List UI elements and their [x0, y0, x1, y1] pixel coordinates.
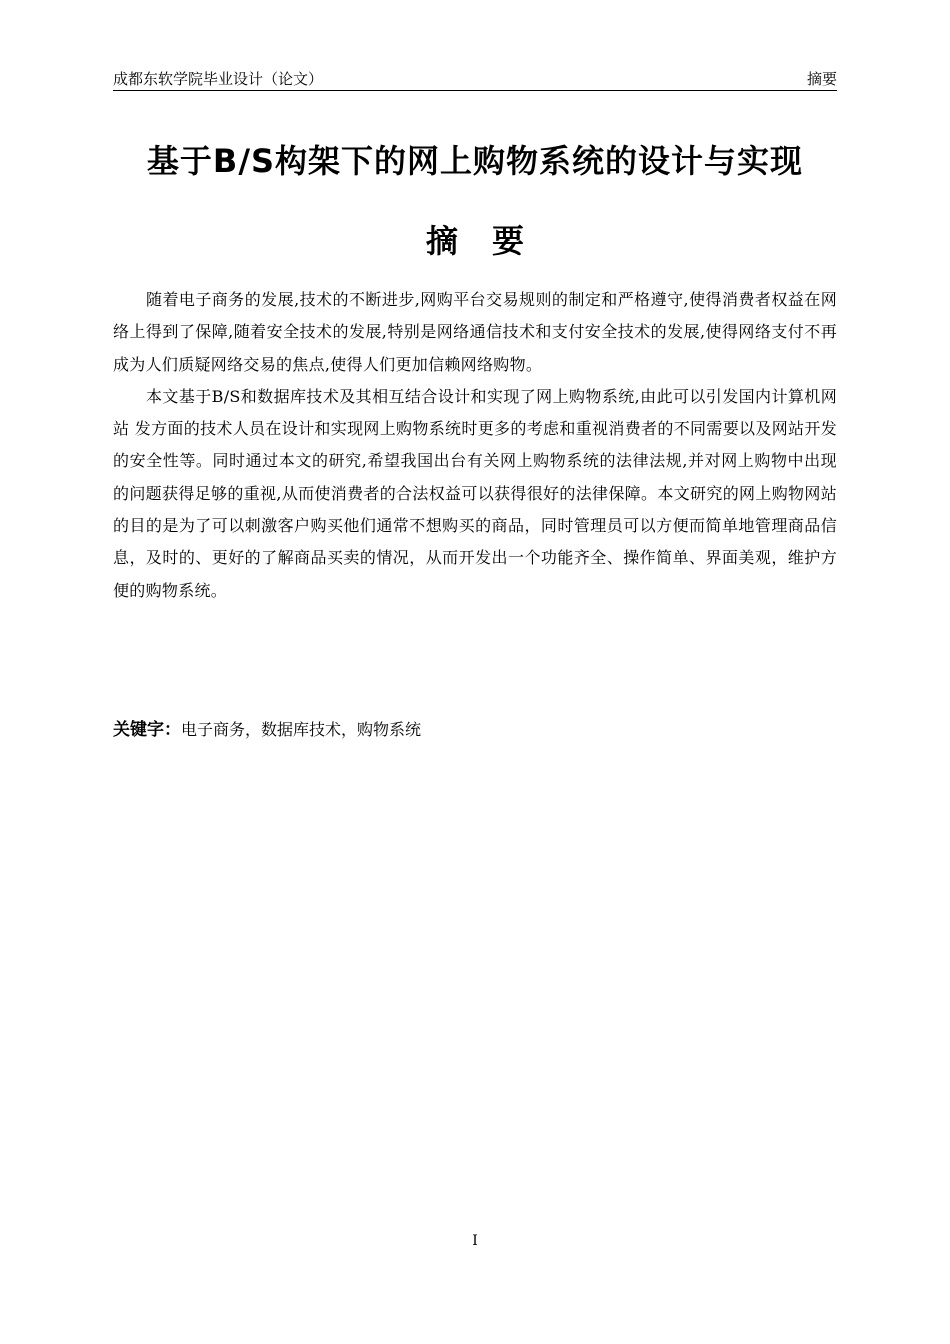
abstract-paragraph-2: 本文基于B/S和数据库技术及其相互结合设计和实现了网上购物系统,由此可以引发国内计算机网站 发方面的技术人员在设计和实现网上购物系统时更多的考虑和重视消费者的不同需要以及网站开发的安全性等。同时通过本文的研究,希望我国出台有关网上购物系统的法律法规,并对网上购物中出现的问题获得足够的重视,从而使消费者的合法权益可以获得很好的法律保障。本文研究的网上购物网站的目的是为了可以刺激客户购买他们通常不想购买的商品，同时管理员可以方便而简单地管理商品信息，及时的、更好的了解商品买卖的情况，从而开发出一个功能齐全、操作简单、界面美观，维护方便的购物系统。 — [113, 386, 837, 600]
keywords-label: 关键字： — [113, 720, 181, 740]
page-header — [113, 68, 837, 91]
page-number: I — [472, 1233, 478, 1249]
header-section-label: 摘要 — [806, 70, 837, 88]
abstract-paragraph-1: 随着电子商务的发展,技术的不断进步,网购平台交易规则的制定和严格遵守,使得消费者权益在网络上得到了保障,随着安全技术的发展,特别是网络通信技术和支付安全技术的发展,使得网络支付不再成为人们质疑网络交易的焦点,使得人们更加信赖网络购物。 — [113, 290, 837, 374]
keywords-value: 电子商务，数据库技术，购物系统 — [181, 720, 422, 739]
keywords-line — [113, 716, 837, 744]
section-title: 摘要 — [425, 222, 558, 260]
header-school-title: 成都东软学院毕业设计（论文） — [113, 70, 324, 88]
document-title: 基于B/S构架下的网上购物系统的设计与实现 — [146, 142, 804, 180]
abstract-body — [113, 284, 837, 607]
